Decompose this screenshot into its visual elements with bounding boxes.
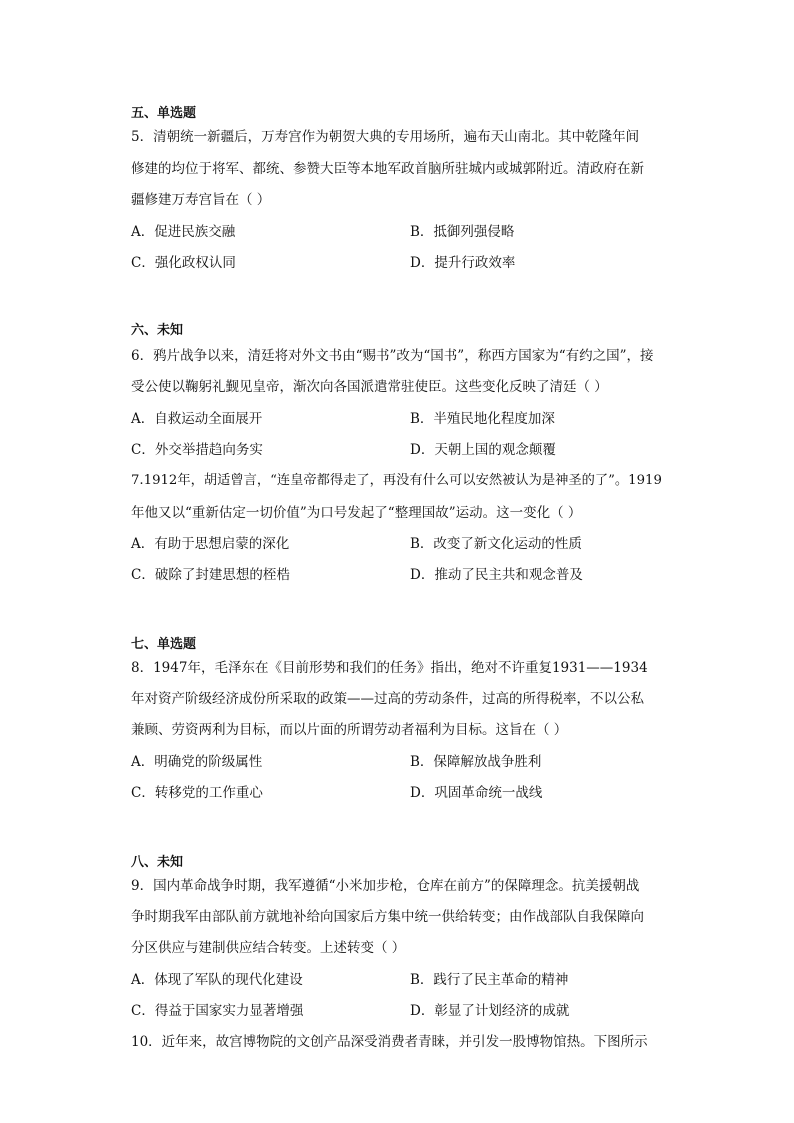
section-title-7: 七、单选题 [131,637,197,652]
q5-option-a: A．促进民族交融 [131,224,236,240]
q9-option-c: C．得益于国家实力显著增强 [131,1003,304,1019]
q9-option-d: D．彰显了计划经济的成就 [410,1003,570,1019]
q6-option-a: A．自救运动全面展开 [131,411,263,427]
q5-line-1: 5．清朝统一新疆后，万寿宫作为朝贺大典的专用场所，遍布天山南北。其中乾隆年间 [131,129,640,145]
q8-line-2: 年对资产阶级经济成份所采取的政策——过高的劳动条件，过高的所得税率，不以公私 [131,691,644,707]
q7-option-d: D．推动了民主共和观念普及 [410,567,583,583]
q7-line-2: 年他又以“重新估定一切价值”为口号发起了“整理国故”运动。这一变化（ ） [131,505,582,521]
q7-option-c: C．破除了封建思想的桎梏 [131,567,290,583]
q8-option-b: B．保障解放战争胜利 [410,754,542,770]
q9-line-1: 9．国内革命战争时期，我军遵循“小米加步枪，仓库在前方”的保障理念。抗美援朝战 [131,878,640,894]
q10-line-1: 10．近年来，故宫博物院的文创产品深受消费者青睐，并引发一股博物馆热。下图所示 [131,1034,648,1050]
q8-option-d: D．巩固革命统一战线 [410,785,543,801]
q5-line-3: 疆修建万寿宫旨在（ ） [131,192,271,208]
q7-option-b: B．改变了新文化运动的性质 [410,536,582,552]
q5-option-c: C．强化政权认同 [131,255,236,271]
q8-line-1: 8．1947年，毛泽东在《目前形势和我们的任务》指出，绝对不许重复1931——1934 [131,660,648,676]
q8-option-a: A．明确党的阶级属性 [131,754,263,770]
q7-line-1: 7.1912年，胡适曾言，“连皇帝都得走了，再没有什么可以安然被认为是神圣的了”。1919 [131,473,662,488]
q5-option-b: B．抵御列强侵略 [410,224,515,240]
q9-option-a: A．体现了军队的现代化建设 [131,972,303,988]
q9-line-3: 分区供应与建制供应结合转变。上述转变（ ） [131,940,406,956]
q6-option-b: B．半殖民地化程度加深 [410,411,555,427]
q9-line-2: 争时期我军由部队前方就地补给向国家后方集中统一供给转变；由作战部队自我保障向 [131,909,644,925]
q6-line-1: 6．鸦片战争以来，清廷将对外文书由“赐书”改为“国书”，称西方国家为“有约之国”，接 [131,348,654,364]
q8-line-3: 兼顾、劳资两利为目标，而以片面的所谓劳动者福利为目标。这旨在（ ） [131,722,568,738]
section-title-8: 八、未知 [131,855,184,870]
q7-option-a: A．有助于思想启蒙的深化 [131,536,290,552]
section-title-5: 五、单选题 [131,106,197,121]
q5-line-2: 修建的均位于将军、都统、参赞大臣等本地军政首脑所驻城内或城郭附近。清政府在新 [131,161,644,177]
q6-option-c: C．外交举措趋向务实 [131,442,263,458]
q9-option-b: B．践行了民主革命的精神 [410,972,569,988]
q6-line-2: 受公使以鞠躬礼觐见皇帝，渐次向各国派遣常驻使臣。这些变化反映了清廷（ ） [131,379,608,395]
section-title-6: 六、未知 [131,323,184,338]
q8-option-c: C．转移党的工作重心 [131,785,263,801]
q6-option-d: D．天朝上国的观念颠覆 [410,442,556,458]
q5-option-d: D．提升行政效率 [410,255,516,271]
